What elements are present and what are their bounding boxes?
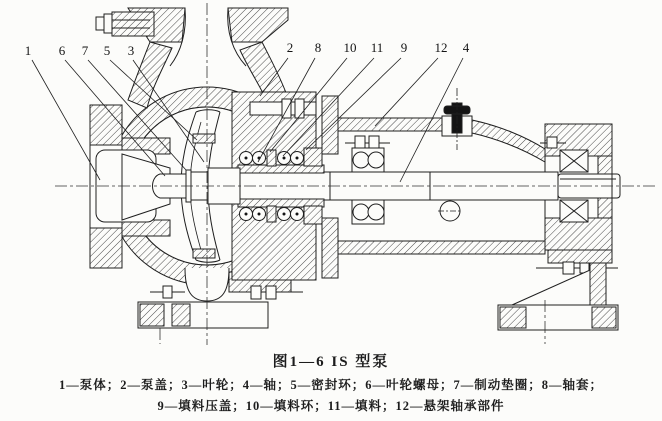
lantern-ring bbox=[267, 150, 276, 166]
gland bbox=[304, 206, 322, 224]
callout-10: 10 bbox=[343, 40, 357, 55]
callout-12: 12 bbox=[434, 40, 448, 55]
callout-2: 2 bbox=[286, 40, 294, 55]
callout-11: 11 bbox=[370, 40, 384, 55]
callout-5: 5 bbox=[103, 43, 111, 58]
gland bbox=[304, 148, 322, 166]
parts-list-line-2: 9—填料压盖；10—填料环；11—填料；12—悬架轴承部件 bbox=[157, 399, 505, 413]
lantern-ring bbox=[267, 206, 276, 222]
callout-8: 8 bbox=[314, 40, 322, 55]
callout-4: 4 bbox=[462, 40, 470, 55]
callout-3: 3 bbox=[127, 43, 135, 58]
callout-9: 9 bbox=[400, 40, 408, 55]
figure-title: 图1—6 IS 型泵 bbox=[272, 354, 390, 370]
callout-6: 6 bbox=[58, 43, 66, 58]
callout-1: 1 bbox=[24, 43, 32, 58]
support-foot-right bbox=[498, 250, 618, 330]
callout-7: 7 bbox=[81, 43, 89, 58]
parts-list-line-1: 1—泵体；2—泵盖；3—叶轮；4—轴；5—密封环；6—叶轮螺母；7—制动垫圈；8—轴套； bbox=[58, 378, 603, 392]
